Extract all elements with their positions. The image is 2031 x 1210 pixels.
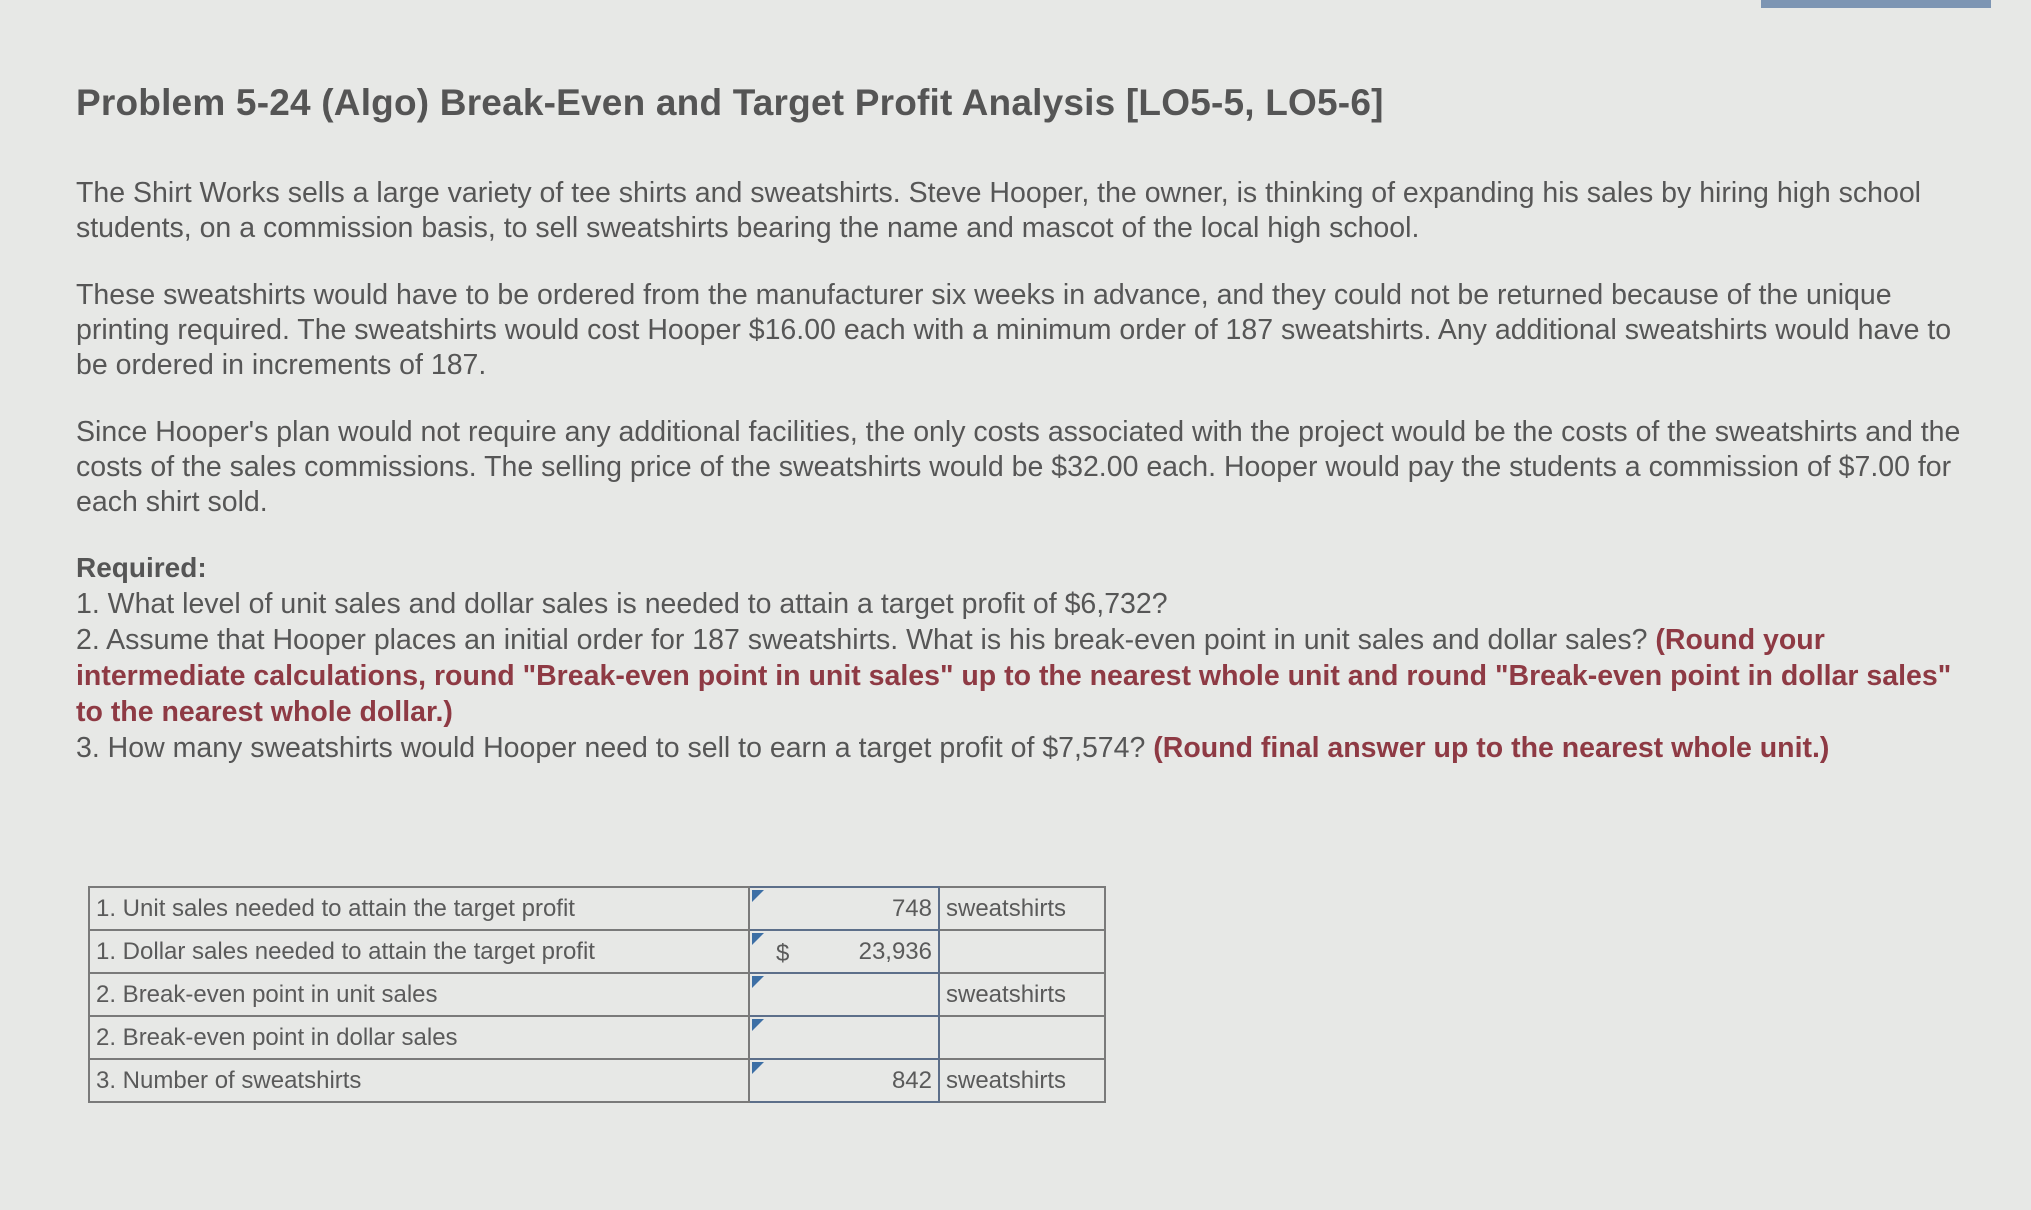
currency-prefix: $	[776, 940, 790, 967]
answer-table	[88, 886, 1106, 1103]
question-1: 1. What level of unit sales and dollar sales is needed to attain a target profit of $6,732?	[76, 588, 1168, 620]
question-2	[76, 622, 1976, 730]
paragraph-costs: Since Hooper's plan would not require any additional facilities, the only costs associated with the project would be the costs of the sweatshirts and the costs of the sales commissions. The selling price of the sweatshirts would be $32.00 each. Hooper would pay the students a commission of $7.00 for each shirt sold.	[76, 416, 1961, 518]
answer-input-break-even-dollars[interactable]	[749, 1016, 939, 1059]
answer-input-break-even-units[interactable]	[749, 973, 939, 1016]
flag-icon	[752, 933, 764, 945]
problem-content	[76, 60, 1976, 766]
row-label: 2. Break-even point in dollar sales	[89, 1016, 749, 1059]
question-2-text: 2. Assume that Hooper places an initial order for 187 sweatshirts. What is his break-even point in unit sales and dollar sales?	[76, 624, 1648, 656]
flag-icon	[752, 1019, 764, 1031]
unit-label: sweatshirts	[939, 973, 1105, 1016]
table-row	[89, 973, 1105, 1016]
page-title: Problem 5-24 (Algo) Break-Even and Target Profit Analysis [LO5-5, LO5-6]	[76, 82, 1384, 123]
required-heading: Required:	[76, 552, 207, 583]
answer-input-unit-sales-target[interactable]	[749, 887, 939, 930]
paragraph-ordering: These sweatshirts would have to be ordered from the manufacturer six weeks in advance, and they could not be returned because of the unique printing required. The sweatshirts would cost Hooper $16.00 each with a minimum order of 187 sweatshirts. Any additional sweatshirts would have to be ordered in increments of 187.	[76, 279, 1952, 381]
flag-icon	[752, 890, 764, 902]
flag-icon	[752, 1062, 764, 1074]
table-row	[89, 930, 1105, 973]
row-label: 2. Break-even point in unit sales	[89, 973, 749, 1016]
unit-label	[939, 1016, 1105, 1059]
input-value: 748	[891, 894, 932, 922]
question-2-rounding-note: (Round your intermediate calculations, round "Break-even point in unit sales" up to the nearest whole unit and round "Break-even point in dollar sales" to the nearest whole dollar.)	[76, 624, 1952, 728]
unit-label: sweatshirts	[939, 1059, 1105, 1102]
table-row	[89, 1016, 1105, 1059]
unit-label	[939, 930, 1105, 973]
row-label: 3. Number of sweatshirts	[89, 1059, 749, 1102]
input-value: 842	[891, 1066, 932, 1094]
unit-label: sweatshirts	[939, 887, 1105, 930]
flag-icon	[752, 976, 764, 988]
question-3-rounding-note: (Round final answer up to the nearest whole unit.)	[1153, 732, 1830, 764]
top-accent-bar	[1761, 0, 1991, 8]
table-row	[89, 887, 1105, 930]
row-label: 1. Dollar sales needed to attain the target profit	[89, 930, 749, 973]
answer-input-dollar-sales-target[interactable]	[749, 930, 939, 973]
question-3-text: 3. How many sweatshirts would Hooper need to sell to earn a target profit of $7,574?	[76, 732, 1146, 764]
table-row	[89, 1059, 1105, 1102]
row-label: 1. Unit sales needed to attain the target profit	[89, 887, 749, 930]
input-value: 23,936	[858, 937, 932, 965]
question-3	[76, 730, 1976, 766]
answer-input-sweatshirts-target[interactable]	[749, 1059, 939, 1102]
paragraph-intro: The Shirt Works sells a large variety of tee shirts and sweatshirts. Steve Hooper, the owner, is thinking of expanding his sales by hiring high school students, on a commission basis, to sell sweatshirts bearing the name and mascot of the local high school.	[76, 177, 1921, 244]
